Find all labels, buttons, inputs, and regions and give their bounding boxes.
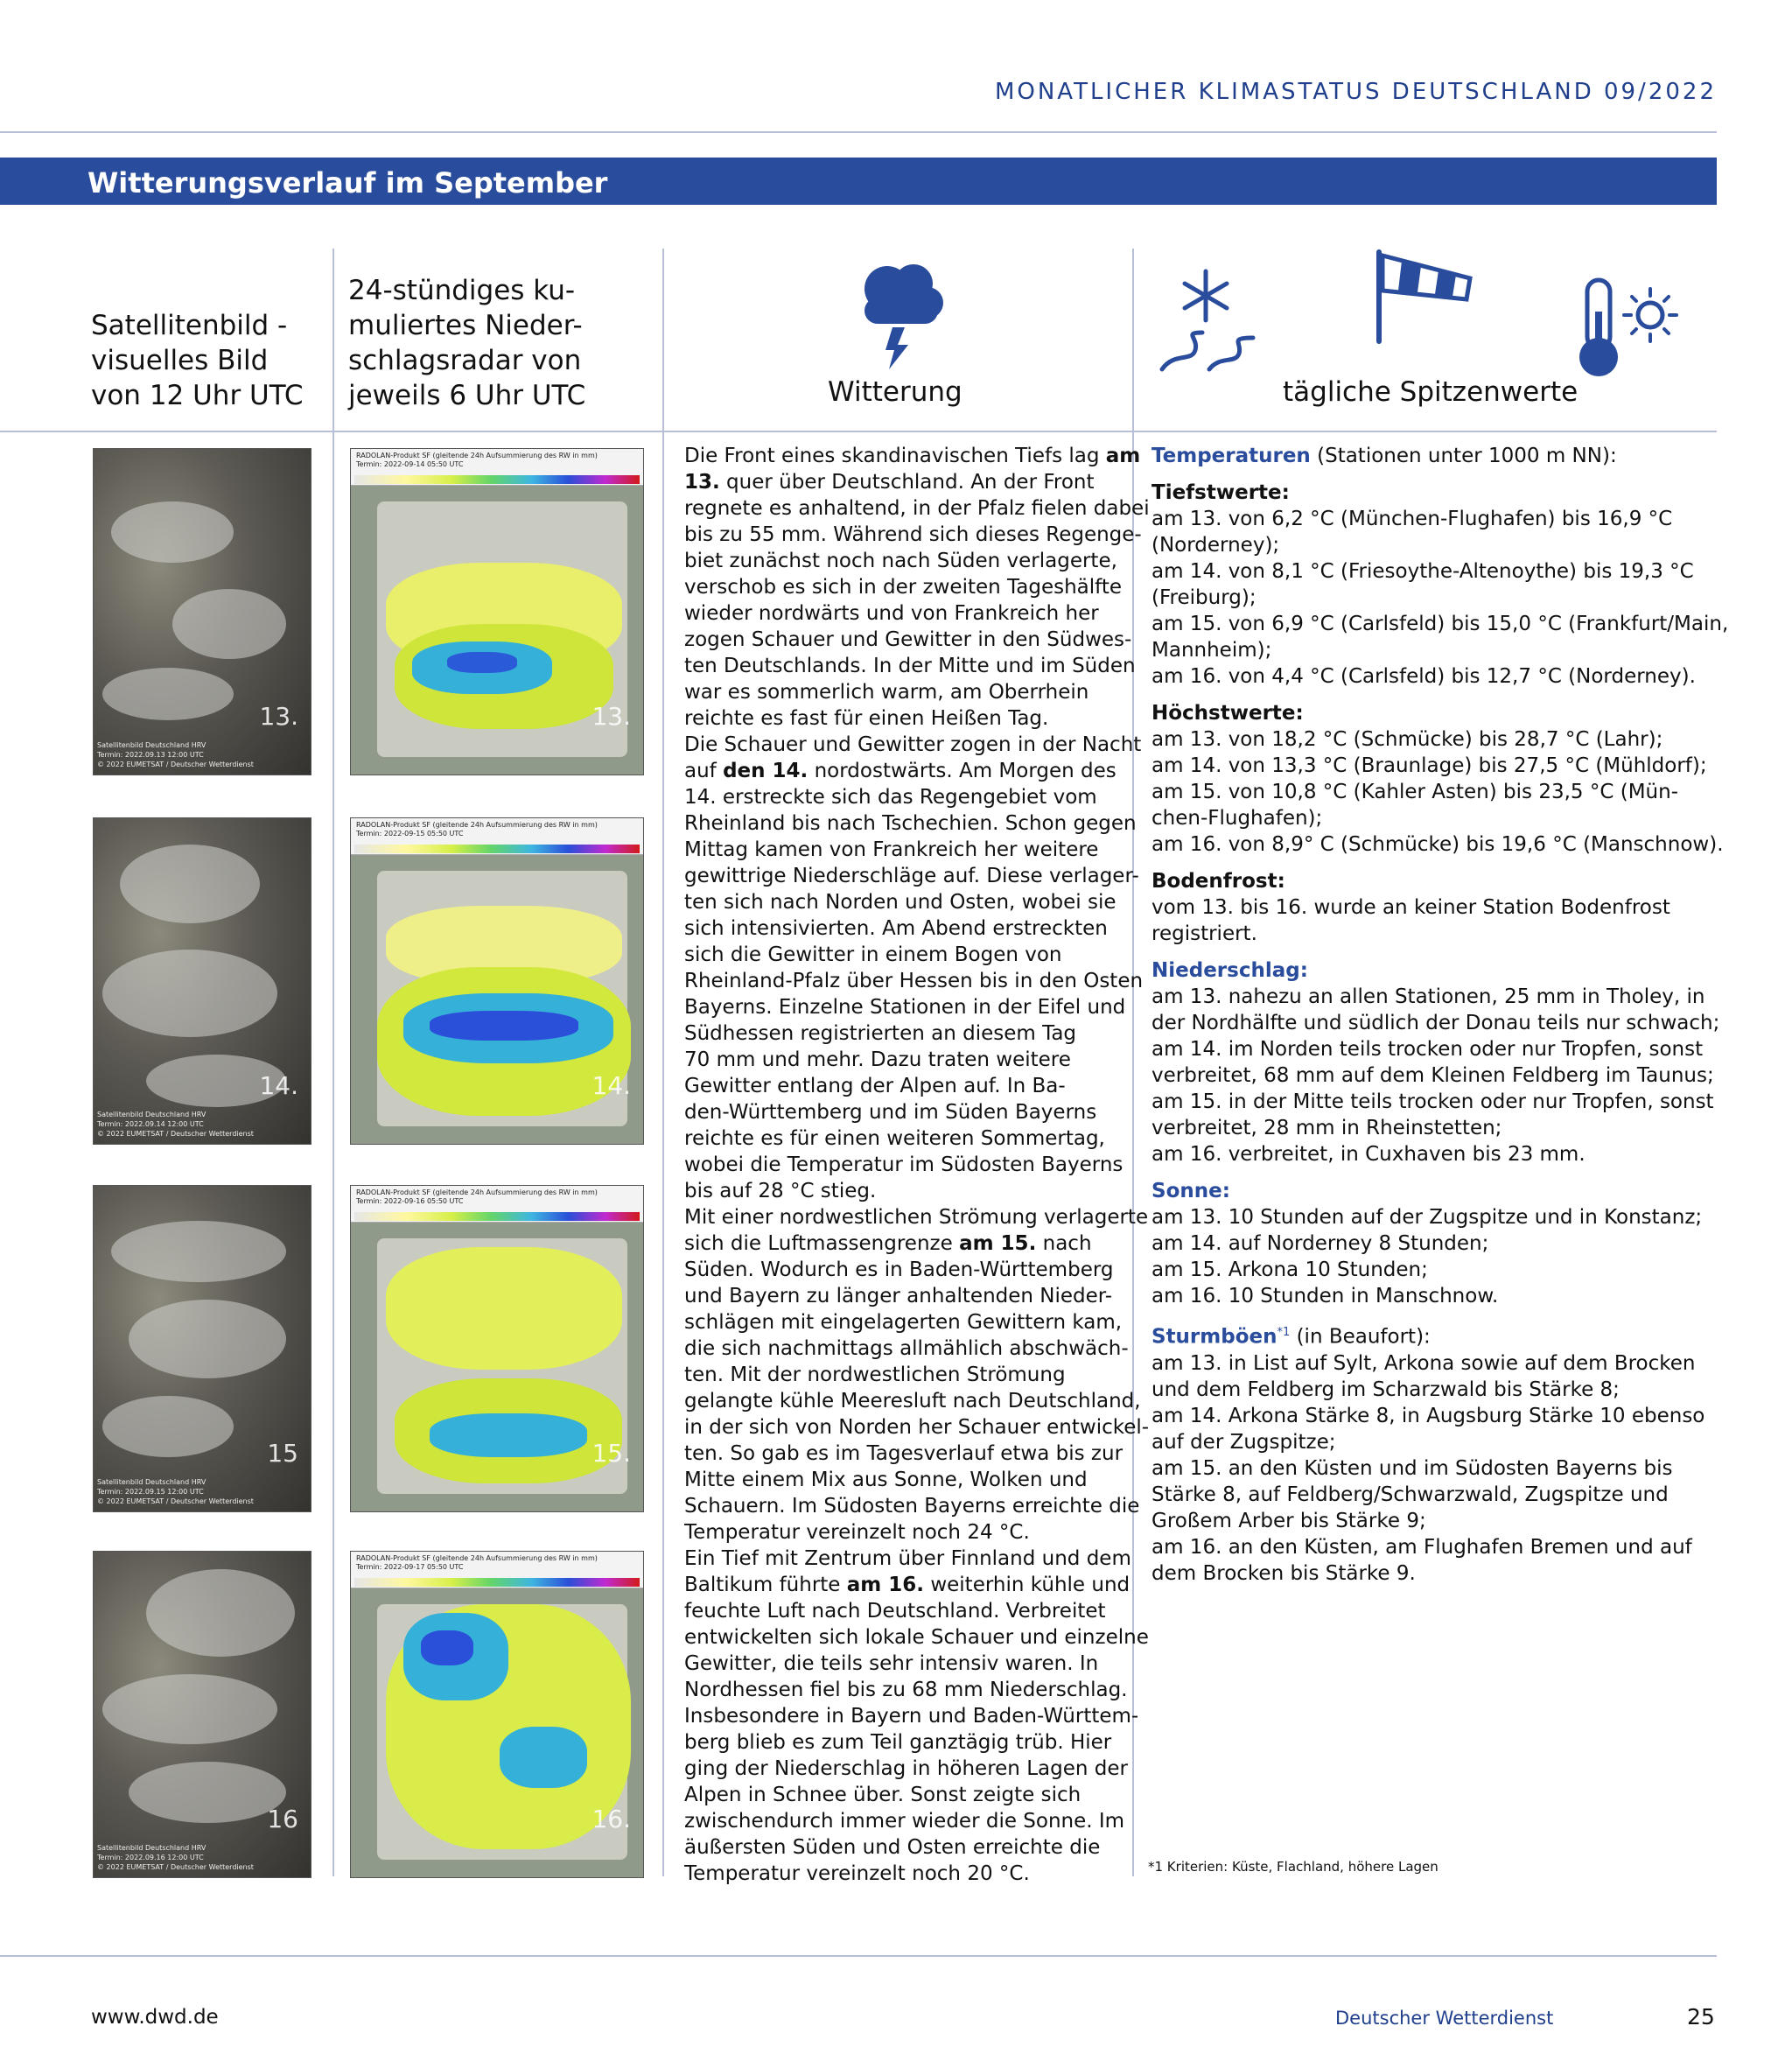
text-line: Mannheim);: [1152, 639, 1272, 662]
text-line: feuchte Luft nach Deutschland. Verbreitet: [684, 1600, 1106, 1623]
satellite-image-15: [93, 1185, 312, 1512]
text-line: sich die Luftmassengrenze am 15. nach: [684, 1232, 1092, 1255]
sonne-heading: Sonne:: [1152, 1180, 1230, 1202]
text-line: berg blieb es zum Teil ganztägig trüb. Hier: [684, 1731, 1112, 1754]
text-line: gelangte kühle Meeresluft nach Deutschland,: [684, 1390, 1141, 1413]
day-label: 14.: [592, 1071, 631, 1100]
text-line: Temperatur vereinzelt noch 20 °C.: [684, 1862, 1030, 1885]
head-line: von 12 Uhr UTC: [91, 380, 304, 411]
satellite-image-16: [93, 1551, 312, 1878]
text-line: am 14. von 13,3 °C (Braunlage) bis 27,5 °C (Mühldorf);: [1152, 754, 1707, 777]
text-line: am 13. nahezu an allen Stationen, 25 mm in Tholey, in: [1152, 985, 1705, 1008]
text-line: chen-Flughafen);: [1152, 807, 1323, 830]
sturm-heading: Sturmböen$^{*1}$ (in Beaufort):: [1152, 1325, 1431, 1349]
head-line: muliertes Nieder-: [348, 310, 583, 341]
text-line: den-Württemberg und im Süden Bayerns: [684, 1101, 1097, 1124]
text-line: am 16. verbreitet, in Cuxhaven bis 23 mm.: [1152, 1143, 1586, 1166]
column-divider: [332, 249, 334, 1876]
text-line: die sich nachmittags allmählich abschwäch-: [684, 1337, 1129, 1360]
column-divider: [662, 249, 664, 1876]
text-line: 14. erstreckte sich das Regengebiet vom: [684, 786, 1097, 809]
text-line: ten. So gab es im Tagesverlauf etwa bis zur: [684, 1442, 1124, 1465]
radar-image-16: RADOLAN-Produkt SF (gleitende 24h Aufsummierung des RW in mm) Termin: 2022-09-17 05:50 UTC 16.: [350, 1551, 644, 1878]
day-label: 13.: [592, 702, 631, 731]
section-title: Witterungsverlauf im September: [88, 166, 608, 200]
text-line: sich die Gewitter in einem Bogen von: [684, 943, 1062, 966]
footer-organisation: Deutscher Wetterdienst: [1335, 2008, 1554, 2029]
text-line: am 14. im Norden teils trocken oder nur Tropfen, sonst: [1152, 1038, 1704, 1061]
image-caption: Satellitenbild Deutschland HRV Termin: 2022.09.16 12:00 UTC © 2022 EUMETSAT / Deutscher Wetterdienst: [97, 1844, 254, 1871]
text-line: Mittag kamen von Frankreich her weitere: [684, 838, 1099, 861]
day-label: 16.: [592, 1805, 631, 1833]
header-row-rule: [0, 431, 1717, 432]
weather-narrative: [684, 443, 1150, 1887]
satellite-image-13: [93, 448, 312, 775]
radar-image-13: RADOLAN-Produkt SF (gleitende 24h Aufsummierung des RW in mm) Termin: 2022-09-14 05:50 UTC 13.: [350, 448, 644, 775]
text-line: auf den 14. nordostwärts. Am Morgen des: [684, 760, 1116, 782]
text-line: biet zunächst noch nach Süden verlagerte,: [684, 550, 1117, 572]
footer-url[interactable]: www.dwd.de: [91, 2006, 219, 2029]
text-line: schlägen mit eingelagerten Gewittern kam,: [684, 1311, 1123, 1334]
running-header: MONATLICHER KLIMASTATUS DEUTSCHLAND 09/2022: [994, 79, 1717, 105]
text-line: Baltikum führte am 16. weiterhin kühle und: [684, 1574, 1130, 1596]
text-line: dem Brocken bis Stärke 9.: [1152, 1561, 1416, 1585]
head-line: jeweils 6 Uhr UTC: [348, 380, 586, 411]
day-label: 15: [267, 1439, 298, 1468]
thunderstorm-cloud-icon: [852, 254, 948, 369]
text-line: (Norderney);: [1152, 534, 1280, 557]
text-line: am 15. Arkona 10 Stunden;: [1152, 1258, 1428, 1281]
text-line: reichte es fast für einen Heißen Tag.: [684, 707, 1049, 730]
text-line: in der sich von Norden her Schauer entwickel-: [684, 1416, 1150, 1439]
text-line: regnete es anhaltend, in der Pfalz fielen dabei: [684, 497, 1150, 520]
text-line: Schauern. Im Südosten Bayerns erreichte die: [684, 1495, 1140, 1518]
text-line: Großem Arber bis Stärke 9;: [1152, 1509, 1426, 1532]
head-line: visuelles Bild: [91, 345, 269, 376]
text-line: 13. quer über Deutschland. An der Front: [684, 471, 1095, 494]
text-line: am 15. in der Mitte teils trocken oder nur Tropfen, sonst: [1152, 1090, 1714, 1113]
text-line: wieder nordwärts und von Frankreich her: [684, 602, 1099, 625]
text-line: am 16. von 4,4 °C (Carlsfeld) bis 12,7 °C (Norderney).: [1152, 665, 1696, 688]
section-bar: [0, 158, 1717, 205]
text-line: Die Front eines skandinavischen Tiefs lag am: [684, 445, 1141, 467]
text-line: bis auf 28 °C stieg.: [684, 1180, 877, 1202]
footnote: *1 Kriterien: Küste, Flachland, höhere Lagen: [1148, 1859, 1438, 1875]
text-line: am 13. von 6,2 °C (München-Flughafen) bis 16,9 °C: [1152, 508, 1673, 530]
day-label: 14.: [259, 1071, 298, 1100]
text-line: Mit einer nordwestlichen Strömung verlagerte: [684, 1206, 1149, 1229]
text-line: registriert.: [1152, 922, 1257, 945]
text-line: entwickelten sich lokale Schauer und einzelne: [684, 1626, 1149, 1649]
day-label: 15.: [592, 1439, 631, 1468]
windsock-icon: [1372, 249, 1477, 345]
text-line: am 14. Arkona Stärke 8, in Augsburg Stärke 10 ebenso: [1152, 1404, 1705, 1427]
text-line: äußersten Süden und Osten erreichte die: [684, 1836, 1101, 1859]
text-line: (Freiburg);: [1152, 586, 1256, 609]
head-line: schlagsradar von: [348, 345, 582, 376]
text-line: 70 mm und mehr. Dazu traten weitere: [684, 1048, 1071, 1071]
text-line: war es sommerlich warm, am Oberrhein: [684, 681, 1089, 704]
day-label: 16: [267, 1805, 298, 1833]
day-label: 13.: [259, 702, 298, 731]
text-line: Bayerns. Einzelne Stationen in der Eifel und: [684, 996, 1126, 1019]
text-line: Ein Tief mit Zentrum über Finnland und dem: [684, 1547, 1131, 1570]
text-line: ten sich nach Norden und Osten, wobei sie: [684, 891, 1116, 914]
image-caption: Satellitenbild Deutschland HRV Termin: 2022.09.15 12:00 UTC © 2022 EUMETSAT / Deutscher Wetterdienst: [97, 1478, 254, 1505]
text-line: am 16. von 8,9° C (Schmücke) bis 19,6 °C (Manschnow).: [1152, 833, 1724, 856]
text-line: bis zu 55 mm. Während sich dieses Regenge-: [684, 523, 1142, 546]
text-line: zogen Schauer und Gewitter in den Südwes-: [684, 628, 1132, 651]
text-line: zwischendurch immer wieder die Sonne. Im: [684, 1810, 1125, 1833]
weather-column-head: Witterung: [828, 376, 962, 408]
text-line: Gewitter, die teils sehr intensiv waren. In: [684, 1652, 1099, 1675]
text-line: Insbesondere in Bayern und Baden-Württem-: [684, 1705, 1139, 1728]
text-line: am 15. von 10,8 °C (Kahler Asten) bis 23,5 °C (Mün-: [1152, 781, 1678, 803]
text-line: Rheinland-Pfalz über Hessen bis in den Osten: [684, 970, 1144, 992]
text-line: vom 13. bis 16. wurde an keiner Station Bodenfrost: [1152, 896, 1670, 919]
radar-column-head: [348, 273, 585, 413]
text-line: Temperatur vereinzelt noch 24 °C.: [684, 1521, 1030, 1544]
text-line: verbreitet, 28 mm in Rheinstetten;: [1152, 1117, 1502, 1139]
hoechst-heading: Höchstwerte:: [1152, 702, 1304, 725]
text-line: am 16. 10 Stunden in Manschnow.: [1152, 1285, 1499, 1307]
text-line: am 14. auf Norderney 8 Stunden;: [1152, 1232, 1489, 1255]
text-line: am 15. an den Küsten und im Südosten Bayerns bis: [1152, 1456, 1673, 1480]
text-line: verschob es sich in der zweiten Tageshälfte: [684, 576, 1123, 599]
text-line: der Nordhälfte und südlich der Donau teils nur schwach;: [1152, 1012, 1720, 1034]
text-line: am 15. von 6,9 °C (Carlsfeld) bis 15,0 °C (Frankfurt/Main,: [1152, 613, 1729, 635]
head-line: 24-stündiges ku-: [348, 275, 576, 306]
footer-rule: [0, 1955, 1717, 1957]
frost-heading: Bodenfrost:: [1152, 870, 1285, 893]
daily-peaks: [1152, 443, 1728, 1587]
satellite-column-head: [91, 308, 304, 413]
thermometer-sun-icon: [1575, 277, 1680, 380]
snow-ice-road-icon: [1157, 268, 1258, 373]
text-line: Südhessen registrierten an diesem Tag: [684, 1022, 1077, 1045]
text-line: und Bayern zu länger anhaltenden Nieder-: [684, 1285, 1113, 1307]
text-line: Stärke 8, auf Feldberg/Schwarzwald, Zugspitze und: [1152, 1483, 1669, 1506]
radar-image-14: RADOLAN-Produkt SF (gleitende 24h Aufsummierung des RW in mm) Termin: 2022-09-15 05:50 UTC 14.: [350, 817, 644, 1145]
text-line: Mitte einem Mix aus Sonne, Wolken und: [684, 1469, 1088, 1491]
text-line: sich intensivierten. Am Abend erstreckten: [684, 917, 1108, 940]
text-line: wobei die Temperatur im Südosten Bayerns: [684, 1153, 1124, 1176]
text-line: Nordhessen fiel bis zu 68 mm Niederschlag.: [684, 1679, 1128, 1701]
text-line: ten Deutschlands. In der Mitte und im Süden: [684, 655, 1136, 677]
text-line: reichte es für einen weiteren Sommertag,: [684, 1127, 1105, 1150]
text-line: Süden. Wodurch es in Baden-Württemberg: [684, 1258, 1114, 1281]
temperature-heading: Temperaturen (Stationen unter 1000 m NN):: [1152, 445, 1617, 467]
text-line: am 16. an den Küsten, am Flughafen Bremen und auf: [1152, 1535, 1692, 1559]
niederschlag-heading: Niederschlag:: [1152, 959, 1308, 982]
peaks-column-head: tägliche Spitzenwerte: [1283, 376, 1578, 408]
text-line: ten. Mit der nordwestlichen Strömung: [684, 1363, 1066, 1386]
text-line: Alpen in Schnee über. Sonst zeigte sich: [684, 1784, 1082, 1806]
text-line: Die Schauer und Gewitter zogen in der Nacht: [684, 733, 1142, 756]
satellite-image-14: [93, 817, 312, 1145]
text-line: gewittrige Niederschläge auf. Diese verlager-: [684, 865, 1139, 887]
text-line: Gewitter entlang der Alpen auf. In Ba-: [684, 1075, 1066, 1097]
text-line: am 13. in List auf Sylt, Arkona sowie auf dem Brocken: [1152, 1351, 1696, 1375]
image-caption: Satellitenbild Deutschland HRV Termin: 2022.09.13 12:00 UTC © 2022 EUMETSAT / Deutscher Wetterdienst: [97, 741, 254, 768]
text-line: ging der Niederschlag in höheren Lagen der: [684, 1757, 1128, 1780]
header-rule: [0, 131, 1717, 133]
text-line: auf der Zugspitze;: [1152, 1430, 1336, 1454]
text-line: verbreitet, 68 mm auf dem Kleinen Feldberg im Taunus;: [1152, 1064, 1714, 1087]
tiefst-heading: Tiefstwerte:: [1152, 481, 1290, 504]
page-number: 25: [1687, 2004, 1715, 2029]
text-line: und dem Feldberg im Scharzwald bis Stärke 8;: [1152, 1378, 1620, 1401]
radar-image-15: RADOLAN-Produkt SF (gleitende 24h Aufsummierung des RW in mm) Termin: 2022-09-16 05:50 UTC 15.: [350, 1185, 644, 1512]
image-caption: Satellitenbild Deutschland HRV Termin: 2022.09.14 12:00 UTC © 2022 EUMETSAT / Deutscher Wetterdienst: [97, 1111, 254, 1138]
text-line: am 13. von 18,2 °C (Schmücke) bis 28,7 °C (Lahr);: [1152, 728, 1663, 751]
text-line: am 14. von 8,1 °C (Friesoythe-Altenoythe) bis 19,3 °C: [1152, 560, 1694, 583]
text-line: Rheinland bis nach Tschechien. Schon gegen: [684, 812, 1137, 835]
head-line: Satellitenbild -: [91, 310, 288, 341]
text-line: am 13. 10 Stunden auf der Zugspitze und in Konstanz;: [1152, 1206, 1703, 1229]
